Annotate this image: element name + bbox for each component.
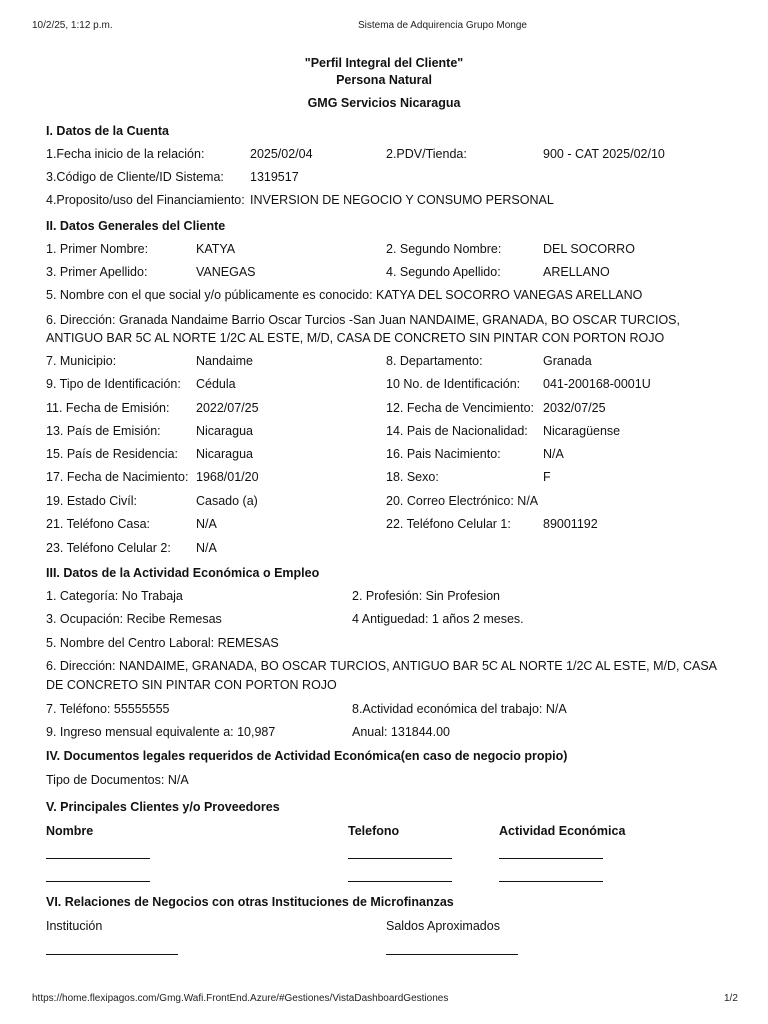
document-subtitle: Persona Natural	[336, 73, 432, 87]
field-monthly-income: 9. Ingreso mensual equivalente a: 10,987	[46, 725, 276, 739]
section-heading-cuenta: I. Datos de la Cuenta	[46, 124, 169, 138]
section-heading-actividad: III. Datos de la Actividad Económica o Empleo	[46, 566, 320, 580]
field-label: 12. Fecha de Vencimiento:	[386, 401, 535, 415]
field-work-phone: 7. Teléfono: 55555555	[46, 702, 170, 716]
field-label: 18. Sexo:	[386, 470, 439, 484]
field-value: N/A	[196, 541, 217, 555]
field-value: N/A	[543, 447, 564, 461]
field-value: Cédula	[196, 377, 236, 391]
field-address: 6. Dirección: Granada Nandaime Barrio Oscar Turcios -San Juan NANDAIME, GRANADA, BO OSCAR TURCIOS, ANTIGUO BAR 5C AL NORTE 1/2C AL ESTE, M/D, CASA DE CONCRETO SIN PINTAR CON PORTON ROJO	[46, 313, 680, 345]
field-label: 11. Fecha de Emisión:	[46, 401, 170, 415]
field-value: Nicaragua	[196, 447, 253, 461]
field-label: 15. País de Residencia:	[46, 447, 179, 461]
field-label: 17. Fecha de Nacimiento:	[46, 470, 189, 484]
field-work-activity: 8.Actividad económica del trabajo: N/A	[352, 702, 567, 716]
field-value: 1319517	[250, 170, 299, 184]
field-label: 7. Municipio:	[46, 354, 117, 368]
field-label: 1.Fecha inicio de la relación:	[46, 147, 205, 161]
section-heading-clientes: V. Principales Clientes y/o Proveedores	[46, 800, 280, 814]
blank-line	[499, 858, 603, 859]
blank-line	[499, 881, 603, 882]
field-label: 2. Segundo Nombre:	[386, 242, 502, 256]
field-label: 19. Estado Civíl:	[46, 494, 138, 508]
section-heading-datos-generales: II. Datos Generales del Cliente	[46, 219, 226, 233]
field-value: 2032/07/25	[543, 401, 606, 415]
field-document-type: Tipo de Documentos: N/A	[46, 773, 189, 787]
column-header-telefono: Telefono	[348, 824, 400, 838]
field-value: Nandaime	[196, 354, 253, 368]
field-value: 89001192	[543, 517, 598, 531]
field-label: 16. Pais Nacimiento:	[386, 447, 501, 461]
field-profession: 2. Profesión: Sin Profesion	[352, 589, 500, 603]
field-value: 041-200168-0001U	[543, 377, 651, 391]
field-label: 13. País de Emisión:	[46, 424, 161, 438]
field-label: 14. Pais de Nacionalidad:	[386, 424, 528, 438]
field-value: 2025/02/04	[250, 147, 313, 161]
field-category: 1. Categoría: No Trabaja	[46, 589, 183, 603]
field-seniority: 4 Antiguedad: 1 años 2 meses.	[352, 612, 524, 626]
blank-line	[46, 858, 150, 859]
field-value: Granada	[543, 354, 592, 368]
column-header-nombre: Nombre	[46, 824, 94, 838]
print-page-title: Sistema de Adquirencia Grupo Monge	[358, 20, 527, 31]
field-occupation: 3. Ocupación: Recibe Remesas	[46, 612, 222, 626]
field-value: Nicaragüense	[543, 424, 621, 438]
document-title: "Perfil Integral del Cliente"	[304, 56, 464, 70]
field-workplace: 5. Nombre del Centro Laboral: REMESAS	[46, 636, 279, 650]
field-label: 4. Segundo Apellido:	[386, 265, 501, 279]
field-value: 900 - CAT 2025/02/10	[543, 147, 665, 161]
field-label: 4.Proposito/uso del Financiamiento:	[46, 193, 245, 207]
blank-line	[46, 881, 150, 882]
field-value: 2022/07/25	[196, 401, 259, 415]
section-heading-relaciones: VI. Relaciones de Negocios con otras Instituciones de Microfinanzas	[46, 895, 454, 909]
field-known-name: 5. Nombre con el que social y/o públicamente es conocido: KATYA DEL SOCORRO VANEGAS ARELLANO	[46, 288, 643, 302]
blank-line	[348, 858, 452, 859]
field-value: F	[543, 470, 551, 484]
field-label: 3. Primer Apellido:	[46, 265, 148, 279]
field-value: Casado (a)	[196, 494, 258, 508]
field-value: Nicaragua	[196, 424, 253, 438]
field-value: VANEGAS	[196, 265, 256, 279]
field-value: DEL SOCORRO	[543, 242, 635, 256]
field-label: 10 No. de Identificación:	[386, 377, 521, 391]
blank-line	[386, 954, 518, 955]
blank-line	[46, 954, 178, 955]
field-annual-income: Anual: 131844.00	[352, 725, 451, 739]
field-label: 21. Teléfono Casa:	[46, 517, 151, 531]
print-datetime: 10/2/25, 1:12 p.m.	[32, 20, 113, 31]
field-label: 22. Teléfono Celular 1:	[386, 517, 511, 531]
field-label: 23. Teléfono Celular 2:	[46, 541, 171, 555]
field-label: 9. Tipo de Identificación:	[46, 377, 181, 391]
print-url: https://home.flexipagos.com/Gmg.Wafi.FrontEnd.Azure/#Gestiones/VistaDashboardGestiones	[32, 993, 449, 1004]
column-header-actividad: Actividad Económica	[499, 824, 626, 838]
field-label: 8. Departamento:	[386, 354, 483, 368]
field-value: INVERSION DE NEGOCIO Y CONSUMO PERSONAL	[250, 193, 554, 207]
blank-line	[348, 881, 452, 882]
field-value: KATYA	[196, 242, 236, 256]
field-value: N/A	[196, 517, 217, 531]
column-header-saldos: Saldos Aproximados	[386, 919, 500, 933]
company-name: GMG Servicios Nicaragua	[307, 96, 461, 110]
column-header-institucion: Institución	[46, 919, 103, 933]
field-email: 20. Correo Electrónico: N/A	[386, 494, 539, 508]
field-label: 1. Primer Nombre:	[46, 242, 149, 256]
field-value: ARELLANO	[543, 265, 610, 279]
page-number: 1/2	[724, 993, 738, 1004]
field-work-address: 6. Dirección: NANDAIME, GRANADA, BO OSCAR TURCIOS, ANTIGUO BAR 5C AL NORTE 1/2C AL ESTE, M/D, CASA DE CONCRETO SIN PINTAR CON PORTON ROJO	[46, 659, 717, 692]
field-label: 2.PDV/Tienda:	[386, 147, 467, 161]
field-value: 1968/01/20	[196, 470, 259, 484]
field-label: 3.Código de Cliente/ID Sistema:	[46, 170, 224, 184]
section-heading-documentos: IV. Documentos legales requeridos de Actividad Económica(en caso de negocio propio)	[46, 749, 568, 763]
